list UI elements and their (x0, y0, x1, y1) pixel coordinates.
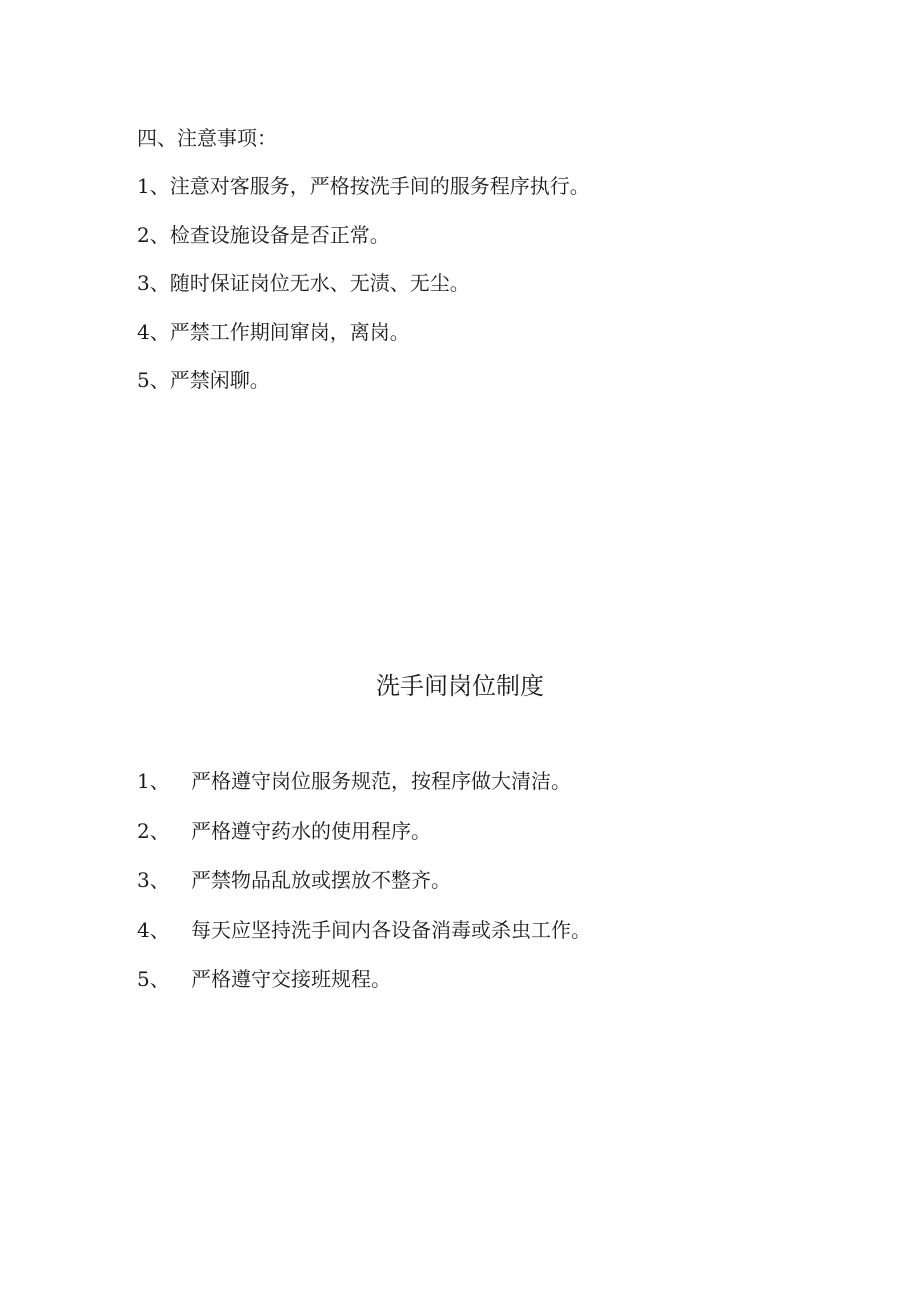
list-item (137, 965, 591, 1015)
item-number: 2、 (137, 818, 170, 843)
item-text: 每天应坚持洗手间内各设备消毒或杀虫工作。 (191, 917, 591, 942)
list-item: 1、注意对客服务，严格按洗手间的服务程序执行。 (137, 174, 590, 198)
item-text: 严格遵守药水的使用程序。 (191, 818, 431, 843)
notes-heading: 四、注意事项： (137, 126, 277, 150)
item-text: 严禁物品乱放或摆放不整齐。 (191, 868, 451, 892)
notes-list (137, 172, 590, 415)
item-number: 5、 (137, 967, 170, 991)
list-item (137, 866, 591, 916)
list-item: 5、严禁闲聊。 (137, 368, 270, 392)
page-title: 洗手间岗位制度 (376, 672, 544, 700)
list-item (137, 817, 591, 867)
item-number: 4、 (137, 917, 170, 942)
item-number: 3、 (137, 868, 170, 892)
list-item: 2、检查设施设备是否正常。 (137, 222, 390, 247)
item-text: 严格遵守岗位服务规范，按程序做大清洁。 (191, 769, 571, 793)
list-item: 4、严禁工作期间窜岗，离岗。 (137, 319, 410, 344)
rules-list (137, 767, 591, 1015)
list-item: 3、随时保证岗位无水、无渍、无尘。 (137, 271, 470, 295)
list-item (137, 916, 591, 966)
item-text: 严格遵守交接班规程。 (191, 967, 391, 991)
item-number: 1、 (137, 769, 170, 793)
list-item (137, 767, 591, 817)
